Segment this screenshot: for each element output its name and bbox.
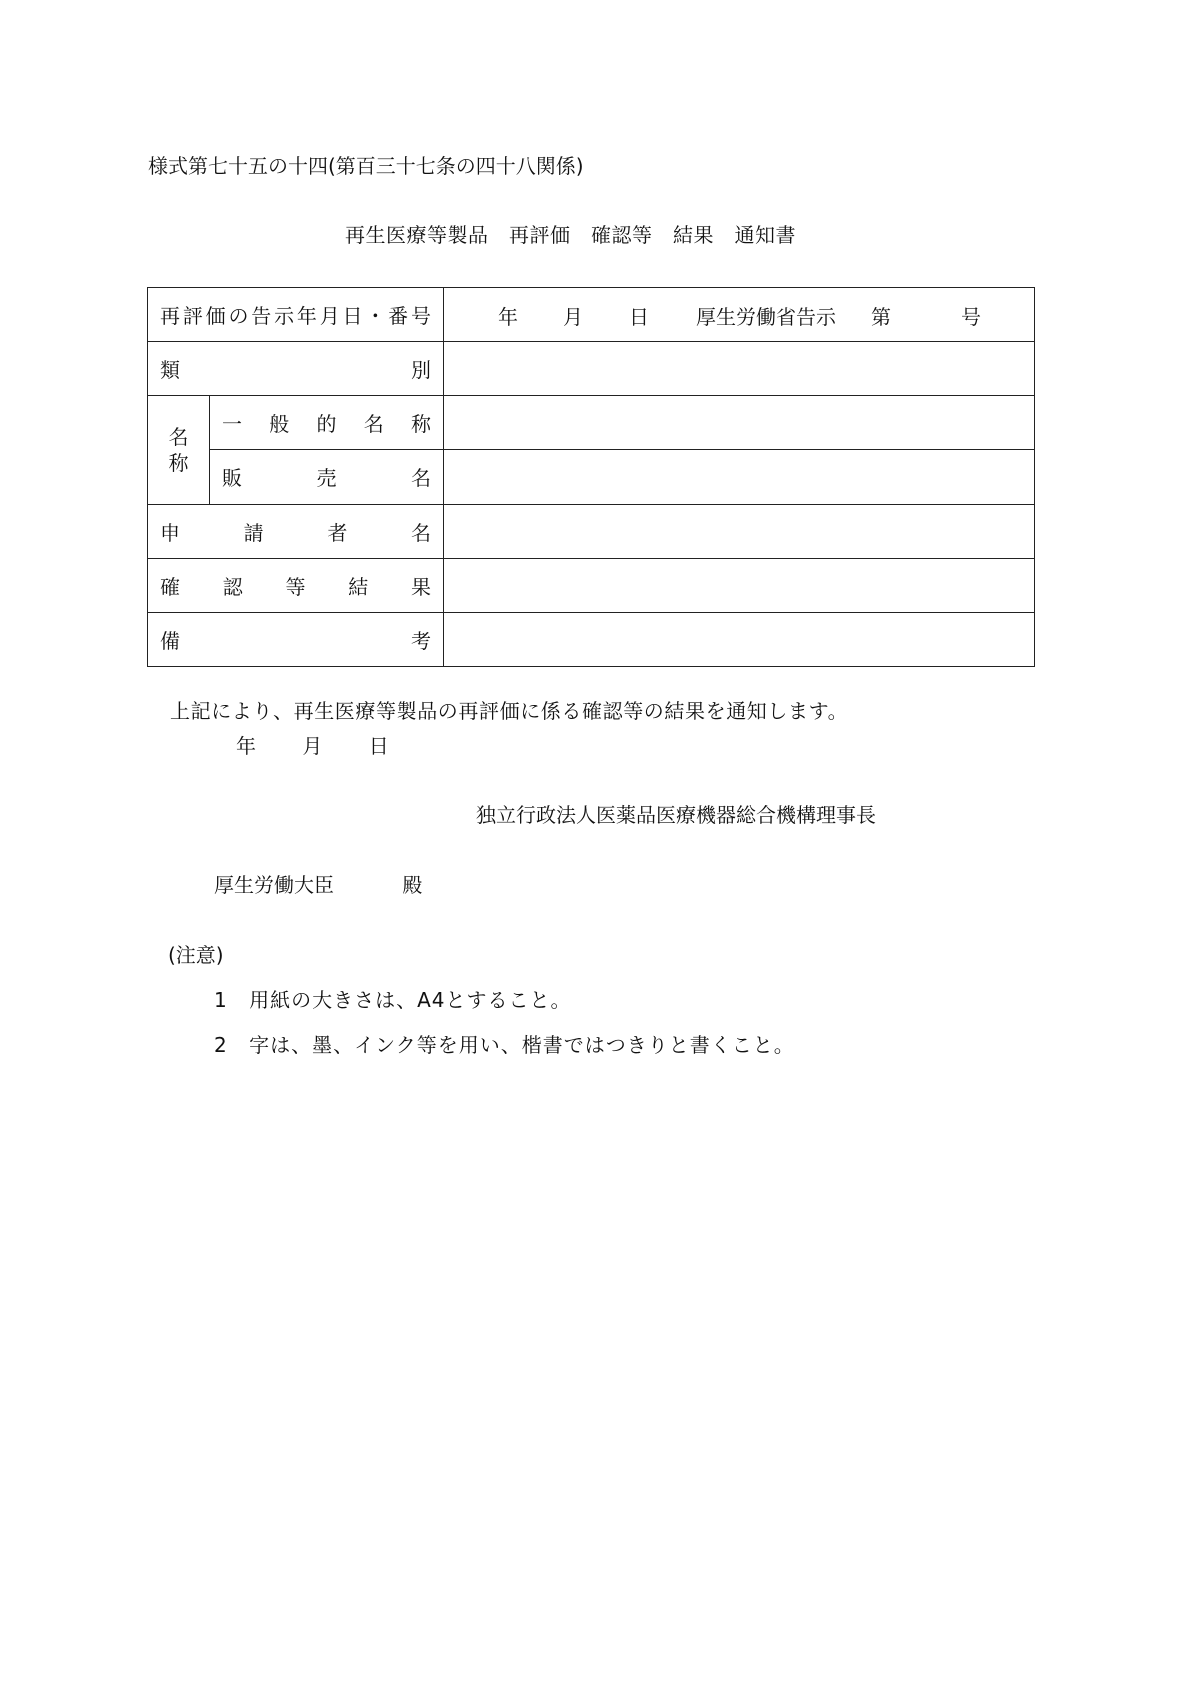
notice-date-value-cell[interactable] [444,288,1035,342]
label-cell [148,288,444,342]
label-remarks: 備 考 [160,628,431,653]
month-label: 月 [563,305,583,330]
date-month: 月 [302,734,323,758]
recipient [214,872,422,898]
note-number: 1 [214,988,227,1012]
table-row-remarks [148,612,1035,666]
form-table [147,287,1035,667]
recipient-name: 厚生労働大臣 [214,873,334,897]
table-row-applicant [148,504,1035,558]
note-number: 2 [214,1033,227,1057]
go-label: 号 [961,305,981,330]
generic-name-value-cell[interactable] [444,396,1035,450]
applicant-value-cell[interactable] [444,504,1035,558]
brand-name-value-cell[interactable] [444,450,1035,504]
table-row-category [148,342,1035,396]
recipient-honorific: 殿 [402,873,423,897]
table-row-result [148,558,1035,612]
document-title: 再生医療等製品 再評価 確認等 結果 通知書 [345,223,796,247]
year-label: 年 [498,305,518,330]
notes-heading: (注意) [168,943,224,967]
form-number: 様式第七十五の十四(第百三十七条の四十八関係) [148,154,584,178]
table-row-brand-name [148,450,1035,504]
date-day: 日 [368,734,389,758]
note-item [214,987,572,1013]
label-applicant: 申 請 者 名 [160,520,431,545]
note-text: 字は、墨、インク等を用い、楷書ではつきりと書くこと。 [249,1033,795,1057]
date-year: 年 [236,734,256,758]
name-group-cell [148,396,210,504]
note-text: 用紙の大きさは、A4とすること。 [249,988,572,1012]
statement: 上記により、再生医療等製品の再評価に係る確認等の結果を通知します。 [170,699,849,723]
table-row-notice-date [148,288,1035,342]
note-item [214,1032,795,1058]
label-result: 確 認 等 結 果 [160,574,431,599]
label-generic-name: 一 般 的 名 称 [222,412,431,437]
label-notice-date: 再 評 価 の 告 示 年 月 日 ・ 番 号 [160,304,431,329]
result-value-cell[interactable] [444,558,1035,612]
date-line [236,733,389,759]
category-value-cell[interactable] [444,342,1035,396]
label-category: 類 別 [160,358,431,383]
dai-label: 第 [871,305,891,330]
issuer: 独立行政法人医薬品医療機器総合機構理事長 [476,803,876,827]
notice-label: 厚生労働省告示 [696,305,836,330]
label-brand-name: 販 売 名 [222,466,431,491]
remarks-value-cell[interactable] [444,612,1035,666]
label-name-group: 名 称 [168,424,189,475]
day-label: 日 [629,305,649,330]
table-row-generic-name [148,396,1035,450]
